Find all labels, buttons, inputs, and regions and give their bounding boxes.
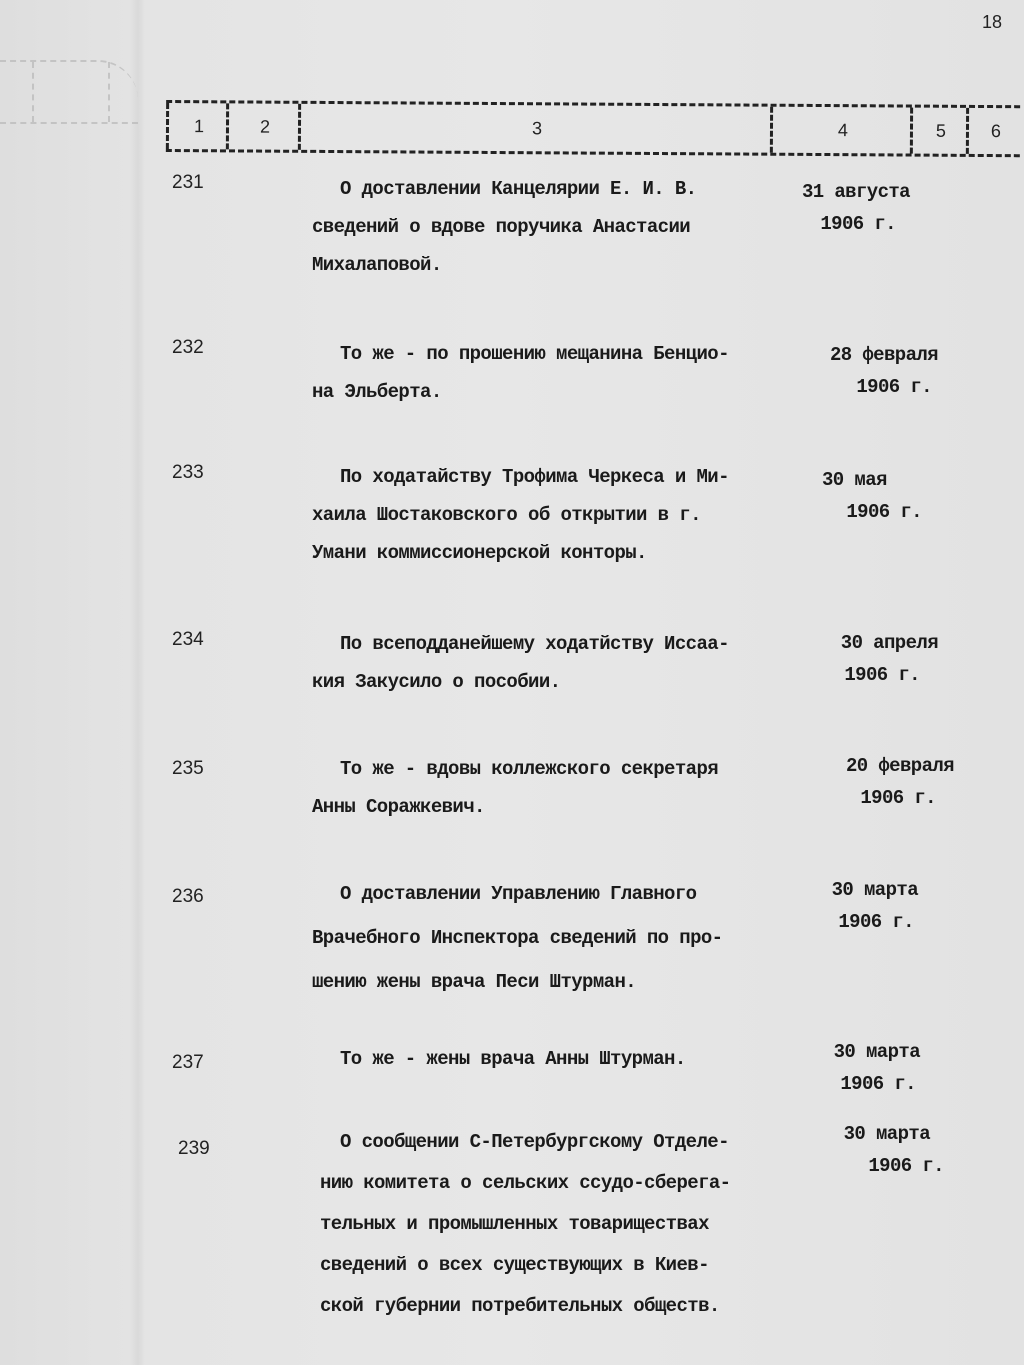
entry-number: 235 <box>172 758 204 779</box>
date-year: 1906 г. <box>846 501 922 523</box>
entry-description <box>312 1122 802 1327</box>
description-line: на Эльберта. <box>312 381 442 403</box>
column-header-5: 5 <box>910 108 969 154</box>
description-line: По ходатайству Трофима Черкеса и Ми- <box>340 466 729 488</box>
bleed-through-separator <box>108 62 110 122</box>
description-line: О доставлении Управлению Главного <box>340 883 697 905</box>
column-header-6: 6 <box>966 108 1023 154</box>
column-header-1: 1 <box>166 103 229 149</box>
description-line: сведений о вдове поручика Анастасии <box>312 216 691 238</box>
entry-number: 239 <box>178 1138 210 1159</box>
entry-description <box>312 872 802 1004</box>
date-year: 1906 г. <box>856 376 932 398</box>
date-day-month: 28 февраля <box>829 344 938 366</box>
bleed-through-table-outline <box>0 60 138 124</box>
description-line: хаила Шостаковского об открытии в г. <box>312 504 701 526</box>
description-line: шению жены врача Песи Штурман. <box>312 971 637 993</box>
description-line: Умани коммиссионерской конторы. <box>312 542 647 564</box>
entry-date <box>810 1118 944 1182</box>
entry-number: 233 <box>172 462 204 483</box>
date-year: 1906 г. <box>840 1073 916 1095</box>
entry-date <box>820 750 954 814</box>
date-day-month: 30 апреля <box>840 632 938 654</box>
entry-number: 232 <box>172 337 204 358</box>
description-line: Анны Соражкевич. <box>312 796 485 818</box>
entry-date <box>800 339 938 403</box>
description-line: кия Закусило о пособии. <box>312 671 561 693</box>
entry-date <box>800 464 922 528</box>
date-day-month: 30 мая <box>822 469 887 491</box>
description-line: О сообщении С-Петербургскому Отделе- <box>340 1131 729 1153</box>
entry-number: 237 <box>172 1052 204 1073</box>
description-line: То же - по прошению мещанина Бенцио- <box>340 343 729 365</box>
entry-date <box>800 874 918 938</box>
date-day-month: 30 марта <box>833 1041 920 1063</box>
date-year: 1906 г. <box>844 664 920 686</box>
date-year: 1906 г. <box>860 787 936 809</box>
date-year: 1906 г. <box>868 1155 944 1177</box>
entry-description <box>312 458 802 572</box>
date-year: 1906 г. <box>838 911 914 933</box>
description-line: сведений о всех существующих в Киев- <box>320 1254 709 1276</box>
description-line: ской губернии потребительных обществ. <box>320 1295 720 1317</box>
date-day-month: 30 марта <box>843 1123 930 1145</box>
entry-number: 234 <box>172 629 204 650</box>
column-header-4: 4 <box>770 107 913 154</box>
entry-date <box>810 627 938 691</box>
column-header-3: 3 <box>298 104 773 153</box>
description-line: То же - жены врача Анны Штурман. <box>340 1048 686 1070</box>
entry-description <box>312 335 802 411</box>
date-year: 1906 г. <box>820 213 896 235</box>
date-day-month: 31 августа <box>801 181 910 203</box>
date-day-month: 30 марта <box>831 879 918 901</box>
entry-date <box>800 1036 920 1100</box>
entry-description <box>312 170 802 284</box>
entry-date <box>780 176 910 240</box>
description-line: нию комитета о сельских ссудо-сберега- <box>320 1172 731 1194</box>
date-day-month: 20 февраля <box>845 755 954 777</box>
column-header-row <box>166 100 1020 157</box>
entry-description <box>312 750 802 826</box>
entry-description <box>312 625 802 701</box>
description-line: То же - вдовы коллежского секретаря <box>340 758 719 780</box>
description-line: Михалаповой. <box>312 254 442 276</box>
description-line: тельных и промышленных товариществах <box>320 1213 709 1235</box>
entry-number: 236 <box>172 886 204 907</box>
entry-description <box>312 1040 802 1078</box>
page-number: 18 <box>982 12 1003 32</box>
description-line: Врачебного Инспектора сведений по про- <box>312 927 723 949</box>
column-header-2: 2 <box>226 103 301 149</box>
entry-number: 231 <box>172 172 204 193</box>
bleed-through-separator <box>32 62 34 122</box>
description-line: О доставлении Канцелярии Е. И. В. <box>340 178 697 200</box>
description-line: По всеподданейшему ходатйству Иссаа- <box>340 633 729 655</box>
